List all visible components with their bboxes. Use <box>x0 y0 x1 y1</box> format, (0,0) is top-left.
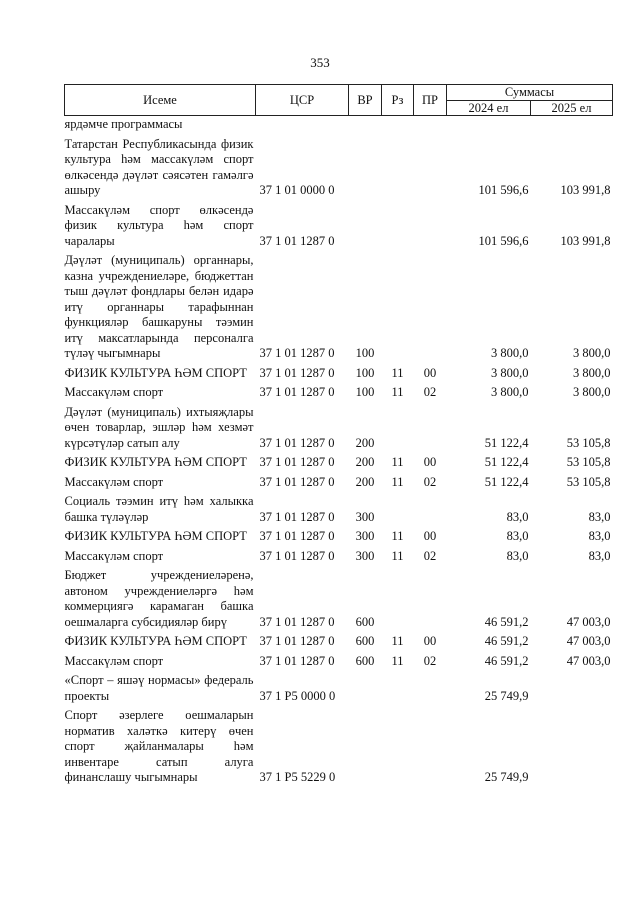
row-pr-code: 00 <box>423 634 437 648</box>
table-row <box>65 404 613 455</box>
row-rz-code <box>382 116 414 136</box>
table-row <box>65 707 613 789</box>
row-pr-code: 02 <box>423 548 437 563</box>
row-sum-2024 <box>447 116 531 136</box>
table-row <box>65 136 613 202</box>
row-pr-code <box>414 404 447 455</box>
row-name: Дәүләт (муниципаль) органнары, казна учреждениеләре, бюджеттан тыш дәүләт фондлары белән идарә итү органнары тарафыннан функцияләр башкаруны тәэмин итү максатларында персоналга түләү чыгымнары <box>64 253 254 360</box>
header-csr: ЦСР <box>256 85 349 116</box>
row-sum-2025: 47 003,0 <box>566 634 611 648</box>
header-pr: ПР <box>414 85 447 116</box>
row-name: Бюджет учреждениеләренә, автоном учреждениеләргә һәм коммерциягә карамаган башка оешмаларга субсидияләр бирү <box>64 568 254 629</box>
header-sums: Суммасы <box>447 85 613 101</box>
row-sum-2024: 3 800,0 <box>491 385 529 399</box>
row-vr-code: 600 <box>355 653 375 668</box>
row-sum-2024: 51 122,4 <box>484 474 529 489</box>
header-name: Исеме <box>65 85 256 116</box>
table-row <box>65 528 613 548</box>
row-sum-2025 <box>531 672 613 707</box>
row-sum-2025: 103 991,8 <box>560 183 611 197</box>
row-rz-code: 11 <box>391 548 404 563</box>
table-row <box>65 653 613 673</box>
row-sum-2024: 46 591,2 <box>484 634 529 648</box>
row-vr-code: 100 <box>355 365 375 380</box>
row-csr-code: 37 1 01 1287 0 <box>259 634 335 648</box>
row-pr-code: 02 <box>423 385 437 399</box>
table-row <box>65 365 613 385</box>
header-rz: Рз <box>382 85 414 116</box>
header-year-2025: 2025 ел <box>531 100 613 116</box>
table-body <box>65 116 613 789</box>
row-csr-code <box>256 116 349 136</box>
row-rz-code <box>382 567 414 633</box>
row-pr-code: 02 <box>423 474 437 489</box>
row-pr-code <box>414 672 447 707</box>
row-name: Спорт әзерлеге оешмаларын норматив халәткә китерү өчен спорт җайланмалары һәм инвентаре сатып алуга финанслашу чыгымнары <box>64 708 254 784</box>
row-name: Массакүләм спорт <box>64 474 164 489</box>
row-sum-2025 <box>531 116 613 136</box>
row-name: Массакүләм спорт <box>64 653 164 668</box>
table-row <box>65 672 613 707</box>
row-pr-code <box>414 493 447 528</box>
header-year-2024: 2024 ел <box>447 100 531 116</box>
row-sum-2025: 53 105,8 <box>566 474 611 489</box>
row-csr-code: 37 1 01 1287 0 <box>259 455 335 469</box>
row-sum-2025: 47 003,0 <box>566 653 611 668</box>
row-pr-code: 02 <box>423 653 437 668</box>
row-sum-2025: 3 800,0 <box>573 365 611 380</box>
row-pr-code <box>414 707 447 789</box>
row-vr-code: 100 <box>355 346 375 360</box>
row-sum-2025: 83,0 <box>588 529 611 543</box>
row-rz-code <box>382 202 414 253</box>
row-csr-code: 37 1 01 1287 0 <box>259 474 335 489</box>
row-rz-code <box>382 672 414 707</box>
row-sum-2024: 83,0 <box>506 548 529 563</box>
row-csr-code: 37 1 01 0000 0 <box>259 183 335 197</box>
budget-table <box>64 84 613 789</box>
page-number: 353 <box>310 55 330 70</box>
row-name: ФИЗИК КУЛЬТУРА ҺӘМ СПОРТ <box>64 455 247 469</box>
row-rz-code <box>382 252 414 365</box>
row-vr-code <box>349 672 382 707</box>
row-vr-code: 600 <box>355 634 375 648</box>
row-pr-code: 00 <box>423 529 437 543</box>
row-pr-code <box>414 116 447 136</box>
row-name: ФИЗИК КУЛЬТУРА ҺӘМ СПОРТ <box>64 634 247 648</box>
row-sum-2024: 3 800,0 <box>491 365 529 380</box>
row-rz-code <box>382 493 414 528</box>
row-pr-code <box>414 136 447 202</box>
row-name: ярдәмче программасы <box>64 117 183 131</box>
row-name: Массакүләм спорт <box>64 385 164 399</box>
row-vr-code: 300 <box>355 509 375 524</box>
row-vr-code: 200 <box>355 435 375 450</box>
row-name: Социаль тәэмин итү һәм халыкка башка түләүләр <box>64 494 254 524</box>
row-vr-code <box>349 707 382 789</box>
row-name: Массакүләм спорт <box>64 548 164 563</box>
row-rz-code <box>382 404 414 455</box>
row-pr-code: 00 <box>423 365 437 380</box>
row-rz-code: 11 <box>391 634 404 648</box>
row-name: «Спорт – яшәү нормасы» федераль проекты <box>64 673 254 703</box>
row-vr-code: 100 <box>355 385 375 399</box>
table-row <box>65 202 613 253</box>
row-sum-2025: 83,0 <box>588 548 611 563</box>
row-sum-2024: 46 591,2 <box>484 653 529 668</box>
row-sum-2025: 53 105,8 <box>566 455 611 469</box>
row-sum-2024: 25 749,9 <box>484 688 529 703</box>
row-name: Массакүләм спорт өлкәсендә физик культура һәм спорт чаралары <box>64 202 254 248</box>
row-sum-2025: 47 003,0 <box>566 614 611 629</box>
row-rz-code: 11 <box>391 365 404 380</box>
table-row <box>65 252 613 365</box>
row-csr-code: 37 1 P5 5229 0 <box>259 770 336 784</box>
row-csr-code: 37 1 01 1287 0 <box>259 435 335 450</box>
row-sum-2025 <box>531 707 613 789</box>
row-rz-code: 11 <box>391 474 404 489</box>
row-csr-code: 37 1 01 1287 0 <box>259 548 335 563</box>
row-name: Татарстан Республикасында физик культура һәм массакүләм спорт өлкәсендә дәүләт сәясәтен гамәлгә ашыру <box>64 136 254 197</box>
row-csr-code: 37 1 01 1287 0 <box>259 529 335 543</box>
row-pr-code <box>414 252 447 365</box>
row-sum-2024: 101 596,6 <box>478 183 529 197</box>
row-rz-code <box>382 136 414 202</box>
row-vr-code: 300 <box>355 529 375 543</box>
row-pr-code <box>414 567 447 633</box>
row-vr-code: 200 <box>355 455 375 469</box>
row-rz-code: 11 <box>391 385 404 399</box>
row-name: ФИЗИК КУЛЬТУРА ҺӘМ СПОРТ <box>64 529 247 543</box>
table-row <box>65 548 613 568</box>
row-rz-code <box>382 707 414 789</box>
row-sum-2025: 3 800,0 <box>573 385 611 399</box>
row-sum-2024: 83,0 <box>506 509 529 524</box>
row-vr-code <box>349 202 382 253</box>
table-row <box>65 474 613 494</box>
row-pr-code <box>414 202 447 253</box>
row-name: ФИЗИК КУЛЬТУРА ҺӘМ СПОРТ <box>64 365 247 380</box>
row-sum-2024: 3 800,0 <box>491 346 529 360</box>
row-vr-code: 200 <box>355 474 375 489</box>
row-rz-code: 11 <box>391 529 404 543</box>
row-sum-2025: 83,0 <box>588 509 611 524</box>
row-vr-code <box>349 136 382 202</box>
row-csr-code: 37 1 P5 0000 0 <box>259 688 336 703</box>
row-rz-code: 11 <box>391 455 404 469</box>
table-row <box>65 633 613 653</box>
table-row <box>65 493 613 528</box>
row-sum-2024: 51 122,4 <box>484 455 529 469</box>
row-sum-2025: 3 800,0 <box>573 346 611 360</box>
table-row <box>65 567 613 633</box>
row-vr-code: 600 <box>355 614 375 629</box>
row-csr-code: 37 1 01 1287 0 <box>259 653 335 668</box>
row-csr-code: 37 1 01 1287 0 <box>259 365 335 380</box>
row-sum-2024: 83,0 <box>506 529 529 543</box>
row-sum-2025: 53 105,8 <box>566 435 611 450</box>
table-row <box>65 454 613 474</box>
row-sum-2024: 51 122,4 <box>484 435 529 450</box>
row-sum-2024: 25 749,9 <box>484 770 529 784</box>
row-rz-code: 11 <box>391 653 404 668</box>
row-csr-code: 37 1 01 1287 0 <box>259 509 335 524</box>
table-row <box>65 116 613 136</box>
row-csr-code: 37 1 01 1287 0 <box>259 614 335 629</box>
row-csr-code: 37 1 01 1287 0 <box>259 233 335 248</box>
row-vr-code <box>349 116 382 136</box>
row-sum-2024: 46 591,2 <box>484 614 529 629</box>
row-name: Дәүләт (муниципаль) ихтыяҗлары өчен товарлар, эшләр һәм хезмәт күрсәтүләр сатып алу <box>64 404 254 450</box>
row-csr-code: 37 1 01 1287 0 <box>259 385 335 399</box>
row-sum-2025: 103 991,8 <box>560 233 611 248</box>
table-header <box>65 85 613 116</box>
table-row <box>65 384 613 404</box>
row-pr-code: 00 <box>423 455 437 469</box>
row-csr-code: 37 1 01 1287 0 <box>259 346 335 360</box>
header-vr: ВР <box>349 85 382 116</box>
row-vr-code: 300 <box>355 548 375 563</box>
row-sum-2024: 101 596,6 <box>478 233 529 248</box>
